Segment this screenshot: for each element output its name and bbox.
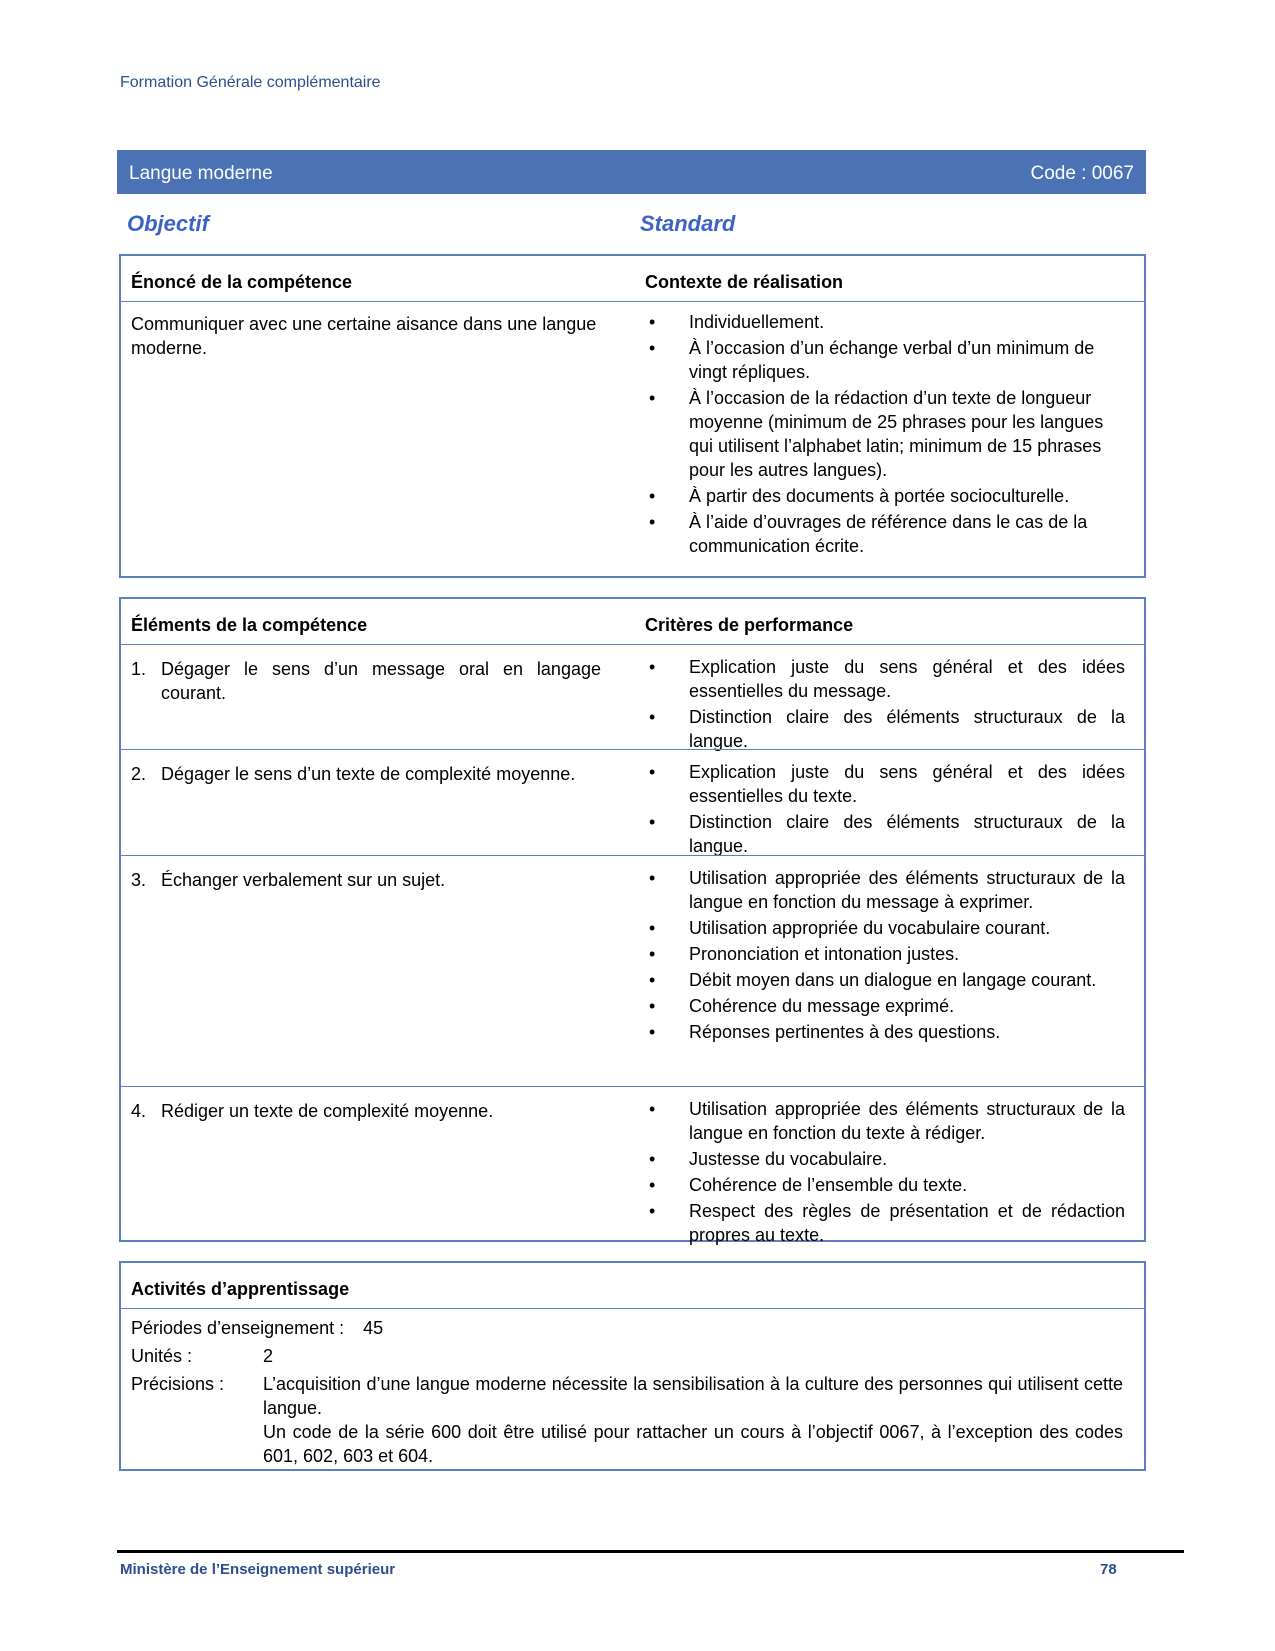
units-value: 2: [263, 1346, 274, 1366]
periods-label: Périodes d’enseignement :: [131, 1318, 345, 1338]
criterion-item: • Réponses pertinentes à des questions.: [645, 1020, 1125, 1044]
periods-value: 45: [363, 1318, 384, 1338]
element-label: Rédiger un texte de complexité moyenne.: [161, 1101, 494, 1121]
precision-text: Un code de la série 600 doit être utilisé pour rattacher un cours à l’objectif 0067, à l’exception des codes 601, 602, 603 et 604.: [263, 1422, 1123, 1466]
competence-header: [121, 256, 1144, 302]
element-row: [121, 855, 1144, 1087]
criterion-item: • Justesse du vocabulaire.: [645, 1147, 1125, 1171]
precisions-label: Précisions :: [131, 1374, 225, 1394]
element-label: Dégager le sens d’un message oral en langage courant.: [161, 659, 601, 703]
context-title: Contexte de réalisation: [645, 272, 844, 292]
element-row: [121, 749, 1144, 856]
footer-rule: [117, 1550, 1184, 1553]
criterion-item: • Explication juste du sens général et des idées essentielles du texte.: [645, 760, 1125, 808]
units-label: Unités :: [131, 1346, 193, 1366]
page-number: 78: [1100, 1561, 1117, 1578]
criteria-list: [645, 1097, 1125, 1249]
competence-statement-title: Énoncé de la compétence: [131, 272, 353, 292]
criteria-list: [645, 655, 1125, 755]
criterion-item: • Distinction claire des éléments structuraux de la langue.: [645, 810, 1125, 858]
precisions-row: [131, 1372, 1131, 1468]
running-header: Formation Générale complémentaire: [120, 74, 381, 91]
element-number: 3.: [131, 870, 147, 890]
criterion-item: • Utilisation appropriée des éléments structuraux de la langue en fonction du message à exprimer.: [645, 866, 1125, 914]
criterion-item: • Prononciation et intonation justes.: [645, 942, 1125, 966]
criterion-item: • Distinction claire des éléments structuraux de la langue.: [645, 705, 1125, 753]
criterion-item: • Cohérence de l’ensemble du texte.: [645, 1173, 1125, 1197]
subject-banner: [117, 150, 1146, 194]
element-label: Échanger verbalement sur un sujet.: [161, 870, 446, 890]
subject-title: Langue moderne: [129, 163, 273, 184]
activities-header: [121, 1263, 1144, 1309]
elements-header: [121, 599, 1144, 645]
element-row: [121, 1086, 1144, 1245]
criterion-item: • Utilisation appropriée du vocabulaire courant.: [645, 916, 1125, 940]
context-item: • À l’aide d’ouvrages de référence dans le cas de la communication écrite.: [645, 510, 1125, 558]
footer-ministry: Ministère de l’Enseignement supérieur: [120, 1561, 396, 1578]
criteria-list: [645, 760, 1125, 860]
criteria-list: [645, 866, 1125, 1046]
competence-box: [119, 254, 1146, 578]
context-item: • À partir des documents à portée socioculturelle.: [645, 484, 1125, 508]
element-text: [131, 1099, 601, 1123]
element-text: [131, 762, 601, 786]
periods-row: [131, 1316, 383, 1340]
elements-box: [119, 597, 1146, 1245]
precision-text: L’acquisition d’une langue moderne nécessite la sensibilisation à la culture des personnes qui utilisent cette langue.: [263, 1374, 1123, 1418]
context-item: • Individuellement.: [645, 310, 1125, 334]
context-item: • À l’occasion de la rédaction d’un texte de longueur moyenne (minimum de 25 phrases pour les langues qui utilisent l’alphabet latin; minimum de 15 phrases pour les autres langues).: [645, 386, 1125, 482]
subject-code: Code : 0067: [1030, 163, 1134, 184]
criterion-item: • Explication juste du sens général et des idées essentielles du message.: [645, 655, 1125, 703]
competence-statement: Communiquer avec une certaine aisance dans une langue moderne.: [131, 314, 597, 358]
element-row: [121, 644, 1144, 750]
elements-title: Éléments de la compétence: [131, 615, 368, 635]
criterion-item: • Débit moyen dans un dialogue en langage courant.: [645, 968, 1125, 992]
standard-heading: Standard: [640, 211, 736, 236]
element-label: Dégager le sens d’un texte de complexité moyenne.: [161, 764, 576, 784]
element-number: 2.: [131, 764, 147, 784]
context-item: • À l’occasion d’un échange verbal d’un minimum de vingt répliques.: [645, 336, 1125, 384]
element-text: [131, 868, 601, 892]
element-number: 4.: [131, 1101, 147, 1121]
criterion-item: • Cohérence du message exprimé.: [645, 994, 1125, 1018]
criterion-item: • Utilisation appropriée des éléments structuraux de la langue en fonction du texte à rédiger.: [645, 1097, 1125, 1145]
criterion-item: • Respect des règles de présentation et de rédaction propres au texte.: [645, 1199, 1125, 1247]
activities-title: Activités d’apprentissage: [131, 1279, 350, 1299]
units-row: [131, 1344, 274, 1368]
criteria-title: Critères de performance: [645, 615, 854, 635]
element-number: 1.: [131, 659, 147, 679]
objective-heading: Objectif: [127, 211, 209, 236]
activities-box: [119, 1261, 1146, 1471]
context-list: [645, 310, 1125, 560]
element-text: [131, 657, 601, 705]
